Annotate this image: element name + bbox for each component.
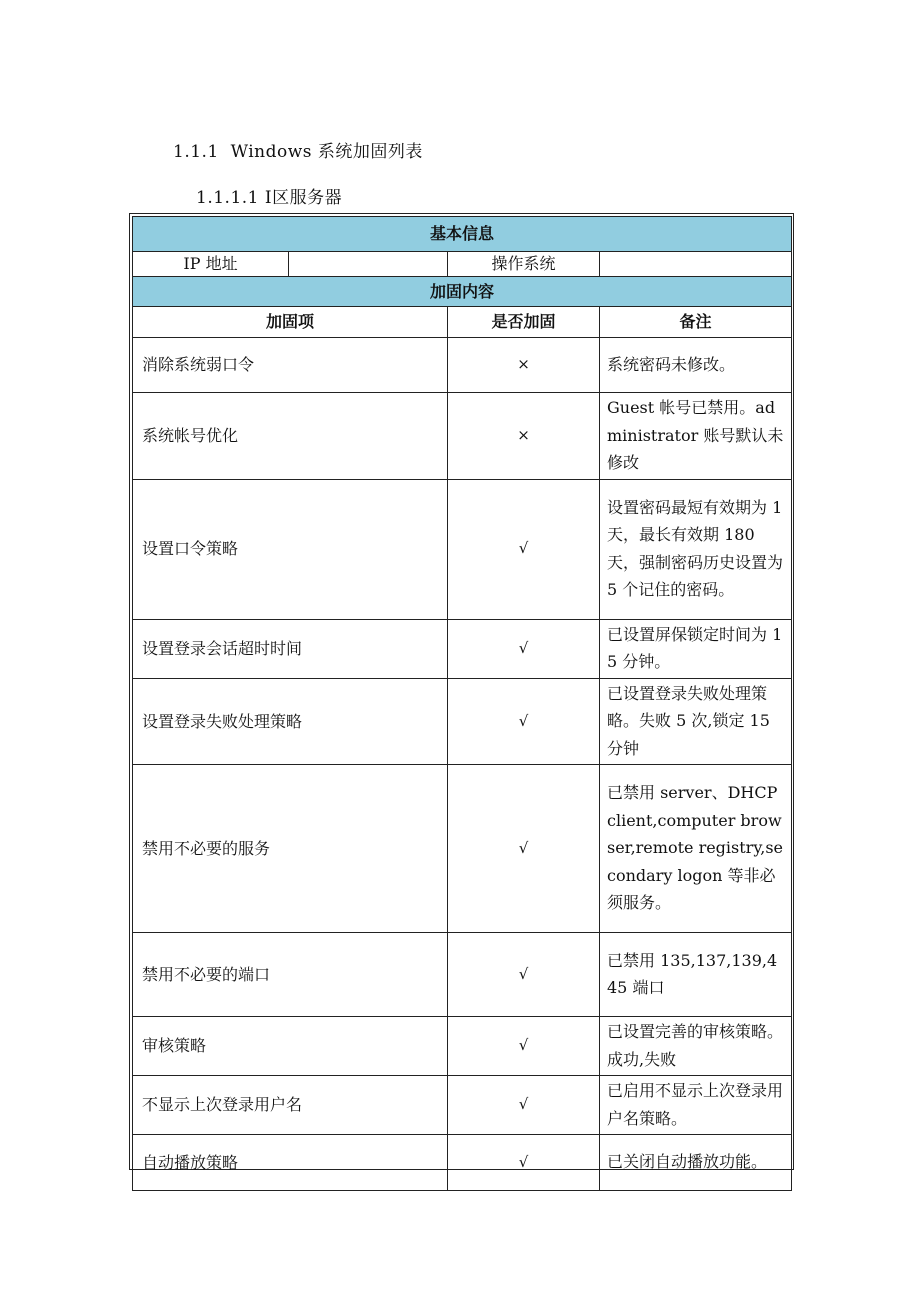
hardening-note: 已禁用 server、DHCP client,computer browser,remote registry,secondary logon 等非必须服务。 — [600, 765, 792, 933]
table-row — [133, 393, 792, 480]
hardening-item: 审核策略 — [133, 1017, 448, 1076]
table-row — [133, 765, 792, 933]
hardening-item: 设置登录会话超时时间 — [133, 619, 448, 678]
section-heading-windows-hardening: 1.1.1 Windows 系统加固列表 — [173, 142, 423, 162]
hardened-status-mark: √ — [448, 678, 600, 765]
hardening-note: 已禁用 135,137,139,445 端口 — [600, 933, 792, 1017]
hardening-note: 已设置登录失败处理策略。失败 5 次,锁定 15 分钟 — [600, 678, 792, 765]
table-row — [133, 338, 792, 393]
table-row — [133, 933, 792, 1017]
hardening-note: 设置密码最短有效期为 1 天，最长有效期 180 天，强制密码历史设置为 5 个记住的密码。 — [600, 479, 792, 619]
hardening-note: 已设置屏保锁定时间为 15 分钟。 — [600, 619, 792, 678]
column-header-item: 加固项 — [133, 307, 448, 338]
table-row — [133, 1135, 792, 1191]
hardening-item: 系统帐号优化 — [133, 393, 448, 480]
hardened-status-mark: √ — [448, 619, 600, 678]
hardened-status-mark: √ — [448, 479, 600, 619]
hardening-note: 已关闭自动播放功能。 — [600, 1135, 792, 1191]
hardening-item: 禁用不必要的服务 — [133, 765, 448, 933]
hardening-item: 禁用不必要的端口 — [133, 933, 448, 1017]
ip-address-value — [289, 252, 448, 277]
ip-address-label: IP 地址 — [133, 252, 289, 277]
table-row — [133, 1017, 792, 1076]
os-label: 操作系统 — [448, 252, 600, 277]
hardening-note: 已设置完善的审核策略。成功,失败 — [600, 1017, 792, 1076]
column-header-note: 备注 — [600, 307, 792, 338]
hardened-status-mark: √ — [448, 1017, 600, 1076]
hardening-item: 设置登录失败处理策略 — [133, 678, 448, 765]
hardened-status-mark: √ — [448, 765, 600, 933]
hardened-status-mark: × — [448, 338, 600, 393]
hardening-table — [132, 216, 792, 1191]
table-row — [133, 479, 792, 619]
table-row — [133, 619, 792, 678]
hardening-item: 消除系统弱口令 — [133, 338, 448, 393]
hardening-note: 系统密码未修改。 — [600, 338, 792, 393]
table-row — [133, 1076, 792, 1135]
os-value — [600, 252, 792, 277]
hardened-status-mark: √ — [448, 1076, 600, 1135]
table-row — [133, 678, 792, 765]
hardening-note: Guest 帐号已禁用。administrator 账号默认未修改 — [600, 393, 792, 480]
subsection-heading-zone1-servers: 1.1.1.1 Ⅰ区服务器 — [196, 188, 343, 208]
hardening-content-header: 加固内容 — [133, 277, 792, 307]
hardened-status-mark: × — [448, 393, 600, 480]
column-header-hardened: 是否加固 — [448, 307, 600, 338]
basic-info-header: 基本信息 — [133, 217, 792, 252]
hardening-table-frame — [129, 213, 794, 1170]
hardening-note: 已启用不显示上次登录用户名策略。 — [600, 1076, 792, 1135]
hardening-item: 设置口令策略 — [133, 479, 448, 619]
hardening-item: 不显示上次登录用户名 — [133, 1076, 448, 1135]
hardened-status-mark: √ — [448, 1135, 600, 1191]
hardened-status-mark: √ — [448, 933, 600, 1017]
hardening-item: 自动播放策略 — [133, 1135, 448, 1191]
